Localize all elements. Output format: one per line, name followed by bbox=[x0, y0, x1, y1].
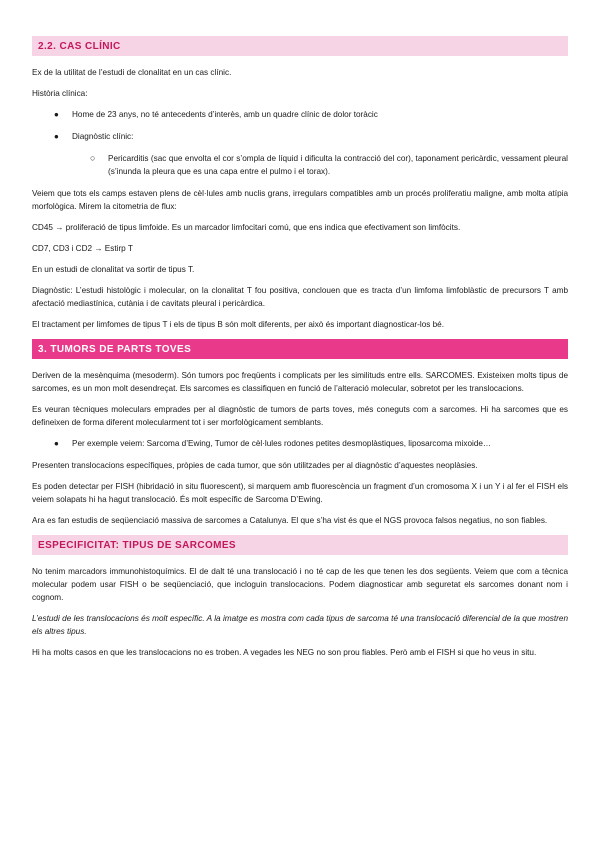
list-item-text: Per exemple veiem: Sarcoma d’Ewing, Tumor de cèl·lules rodones petites desmoplàstiques, liposarcoma mixoide… bbox=[72, 439, 492, 448]
paragraph-tumors-4: Es poden detectar per FISH (hibridació in situ fluorescent), si marquem amb fluorescència un fragment d’un cromosoma X i un Y i al fer el FISH els veiem solapats hi ha hagut translocació. És molt específic de Sarcoma D’Ewing. bbox=[32, 482, 568, 504]
paragraph-tumors-2: Es veuran tècniques moleculars emprades per al diagnòstic de tumors de parts toves, més coneguts com a sarcomes. Hi ha sarcomes que es defineixen de forma diferent molecularment tot i ser morfològicament semblants. bbox=[32, 405, 568, 427]
bullet-icon: ● bbox=[54, 132, 59, 141]
paragraph-diagnostic: Diagnòstic: L’estudi histològic i molecular, on la clonalitat T fou positiva, conclouen que es tracta d’un limfoma limfoblàstic de precursors T amb afectació mediastínica, cutània i de cavitats pleural i pericàrdica. bbox=[32, 286, 568, 308]
list-item-diagnostic bbox=[32, 130, 568, 143]
sub-list-item-pericarditis bbox=[32, 152, 568, 178]
paragraph-tumors-3: Presenten translocacions específiques, pròpies de cada tumor, que són utilitzades per al diagnòstic d’aquestes neoplàsies. bbox=[32, 461, 478, 470]
paragraph-tumors-5: Ara es fan estudis de seqüenciació massiva de sarcomes a Catalunya. El que s’ha vist és que el NGS provoca falsos negatius, no son fiables. bbox=[32, 516, 548, 525]
paragraph-cells: Veiem que tots els camps estaven plens de cèl·lules amb nuclis grans, irregulars compatibles amb un procés proliferatiu maligne, amb molta atípia morfològica. Mirem la citometria de flux: bbox=[32, 189, 568, 211]
section-heading-tumors: 3. TUMORS DE PARTS TOVES bbox=[32, 339, 568, 359]
list-item-text: Pericarditis (sac que envolta el cor s’ompla de líquid i dificulta la contracció del cor), taponament pericàrdic, vessament pleural (s’inunda la pleura que es una capa entre el pulmo i el torax). bbox=[108, 154, 568, 176]
paragraph-tractament: El tractament per limfomes de tipus T i els de tipus B són molt diferents, per això és important diagnosticar-los bé. bbox=[32, 320, 444, 329]
page-content bbox=[32, 36, 568, 667]
paragraph-intro: Ex de la utilitat de l’estudi de clonalitat en un cas clínic. bbox=[32, 68, 232, 77]
list-item-examples bbox=[32, 437, 568, 450]
list-item-text: Home de 23 anys, no té antecedents d’interès, amb un quadre clínic de dolor toràcic bbox=[72, 110, 378, 119]
paragraph-especificitat-2: Hi ha molts casos en que les translocacions no es troben. A vegades les NEG no son prou fiables. Però amb el FISH si que ho veus in situ. bbox=[32, 648, 537, 657]
paragraph-cd45: CD45 → proliferació de tipus limfoide. Es un marcador limfocitari comú, que ens indica que efectivament son limfòcits. bbox=[32, 223, 461, 232]
bullet-icon: ● bbox=[54, 439, 59, 448]
paragraph-clonalitat: En un estudi de clonalitat va sortir de tipus T. bbox=[32, 265, 195, 274]
section-heading-cas-clinic: 2.2. CAS CLÍNIC bbox=[32, 36, 568, 56]
list-item-home bbox=[32, 108, 568, 121]
circle-bullet-icon: ○ bbox=[90, 153, 96, 163]
paragraph-tumors-1: Deriven de la mesènquima (mesoderm). Són tumors poc freqüents i complicats per les similituds entre ells. SARCOMES. Existeixen molts tipus de sarcomes, es un mon molt desendreçat. Els sarcomes es classifiquen en funció de l’alteració molecular, sobretot per les translocacions. bbox=[32, 371, 568, 393]
paragraph-especificitat-italic: L’estudi de les translocacions és molt específic. A la imatge es mostra com cada tipus de sarcoma té una translocació diferencial de la que mostren els altres tipus. bbox=[32, 614, 568, 636]
paragraph-especificitat-1: No tenim marcadors immunohistoquímics. El de dalt té una translocació i no té cap de les que tenen les dos següents. Veiem que com a tècnica molecular podem usar FISH o be seqüenciació, que incloguin translocacions. Podem diagnosticar amb seguretat els sarcomes donant nom i cognom. bbox=[32, 567, 568, 602]
list-item-text: Diagnòstic clínic: bbox=[72, 132, 134, 141]
paragraph-cd7: CD7, CD3 i CD2 → Estirp T bbox=[32, 244, 133, 253]
paragraph-history-label: Història clínica: bbox=[32, 89, 88, 98]
section-heading-especificitat: ESPECIFICITAT: TIPUS DE SARCOMES bbox=[32, 535, 568, 555]
bullet-icon: ● bbox=[54, 110, 59, 119]
